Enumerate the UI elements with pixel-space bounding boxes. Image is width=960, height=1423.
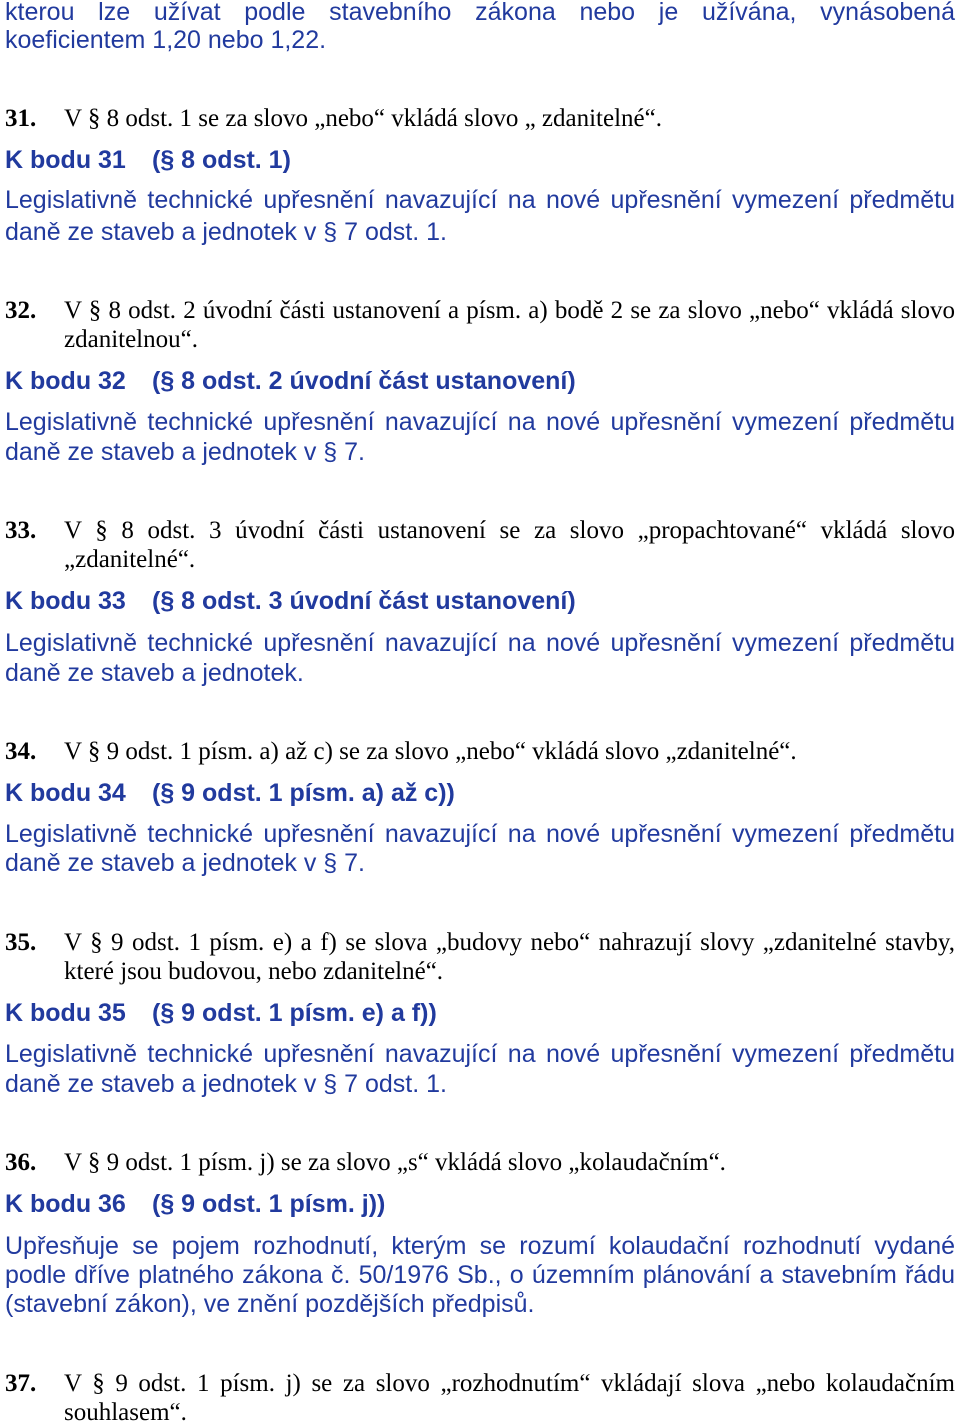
note-reference: (§ 9 odst. 1 písm. e) a f)) (152, 999, 437, 1027)
amendment-number: 31. (5, 105, 37, 132)
note-text-line: podle dříve platného zákona č. 50/1976 Sb., o územním plánování a stavebním řádu (5, 1261, 955, 1289)
note-heading: K bodu 32 (5, 367, 126, 395)
note-heading: K bodu 36 (5, 1190, 126, 1218)
note-reference: (§ 8 odst. 1) (152, 146, 291, 174)
note-heading-row (5, 999, 437, 1027)
note-heading-row (5, 587, 576, 615)
note-text-line: daně ze staveb a jednotek v § 7. (5, 849, 365, 877)
note-text-line: Legislativně technické upřesnění navazující na nové upřesnění vymezení předmětu (5, 186, 955, 214)
note-text-line: daně ze staveb a jednotek v § 7 odst. 1. (5, 218, 447, 246)
amendment-number: 35. (5, 929, 37, 956)
note-text-line: Legislativně technické upřesnění navazující na nové upřesnění vymezení předmětu (5, 1040, 955, 1068)
amendment-text-line: V § 8 odst. 2 úvodní části ustanovení a písm. a) bodě 2 se za slovo „nebo“ vkládá slovo (64, 297, 955, 324)
note-heading: K bodu 35 (5, 999, 126, 1027)
note-reference: (§ 9 odst. 1 písm. a) až c)) (152, 779, 455, 807)
note-heading-row (5, 779, 455, 807)
intro-text-line: koeficientem 1,20 nebo 1,22. (5, 26, 327, 54)
note-heading-row (5, 367, 576, 395)
note-text-line: Legislativně technické upřesnění navazující na nové upřesnění vymezení předmětu (5, 408, 955, 436)
amendment-text-line: V § 8 odst. 3 úvodní části ustanovení se za slovo „propachtované“ vkládá slovo (64, 517, 955, 544)
note-text-line: daně ze staveb a jednotek v § 7. (5, 438, 365, 466)
note-text-line: daně ze staveb a jednotek v § 7 odst. 1. (5, 1070, 447, 1098)
note-heading: K bodu 31 (5, 146, 126, 174)
amendment-number: 33. (5, 517, 37, 544)
note-text-line: daně ze staveb a jednotek. (5, 659, 304, 687)
note-heading-row (5, 146, 291, 174)
note-text-line: (stavební zákon), ve znění pozdějších předpisů. (5, 1290, 535, 1318)
amendment-number: 37. (5, 1370, 37, 1397)
amendment-number: 34. (5, 738, 37, 765)
note-text-line: Upřesňuje se pojem rozhodnutí, kterým se rozumí kolaudační rozhodnutí vydané (5, 1232, 955, 1260)
note-heading: K bodu 33 (5, 587, 126, 615)
note-reference: (§ 8 odst. 3 úvodní část ustanovení) (152, 587, 576, 615)
amendment-number: 36. (5, 1149, 37, 1176)
amendment-text-line: V § 9 odst. 1 písm. e) a f) se slova „budovy nebo“ nahrazují slovy „zdanitelné stavby, (64, 929, 955, 956)
amendment-text-line: „zdanitelné“. (64, 546, 196, 573)
amendment-text-line: souhlasem“. (64, 1399, 187, 1423)
note-text-line: Legislativně technické upřesnění navazující na nové upřesnění vymezení předmětu (5, 820, 955, 848)
note-text-line: Legislativně technické upřesnění navazující na nové upřesnění vymezení předmětu (5, 629, 955, 657)
amendment-number: 32. (5, 297, 37, 324)
amendment-text-line: V § 9 odst. 1 písm. j) se za slovo „rozhodnutím“ vkládají slova „nebo kolaudačním (64, 1370, 955, 1397)
note-reference: (§ 9 odst. 1 písm. j)) (152, 1190, 386, 1218)
amendment-text-line: které jsou budovou, nebo zdanitelné“. (64, 958, 444, 985)
amendment-text-line: V § 9 odst. 1 písm. j) se za slovo „s“ vkládá slovo „kolaudačním“. (64, 1149, 726, 1176)
note-reference: (§ 8 odst. 2 úvodní část ustanovení) (152, 367, 576, 395)
amendment-text-line: zdanitelnou“. (64, 326, 198, 353)
amendment-text-line: V § 9 odst. 1 písm. a) až c) se za slovo „nebo“ vkládá slovo „zdanitelné“. (64, 738, 797, 765)
amendment-text-line: V § 8 odst. 1 se za slovo „nebo“ vkládá slovo „ zdanitelné“. (64, 105, 662, 132)
note-heading: K bodu 34 (5, 779, 126, 807)
intro-text-line: kterou lze užívat podle stavebního zákona nebo je užívána, vynásobená (5, 0, 955, 26)
note-heading-row (5, 1190, 386, 1218)
